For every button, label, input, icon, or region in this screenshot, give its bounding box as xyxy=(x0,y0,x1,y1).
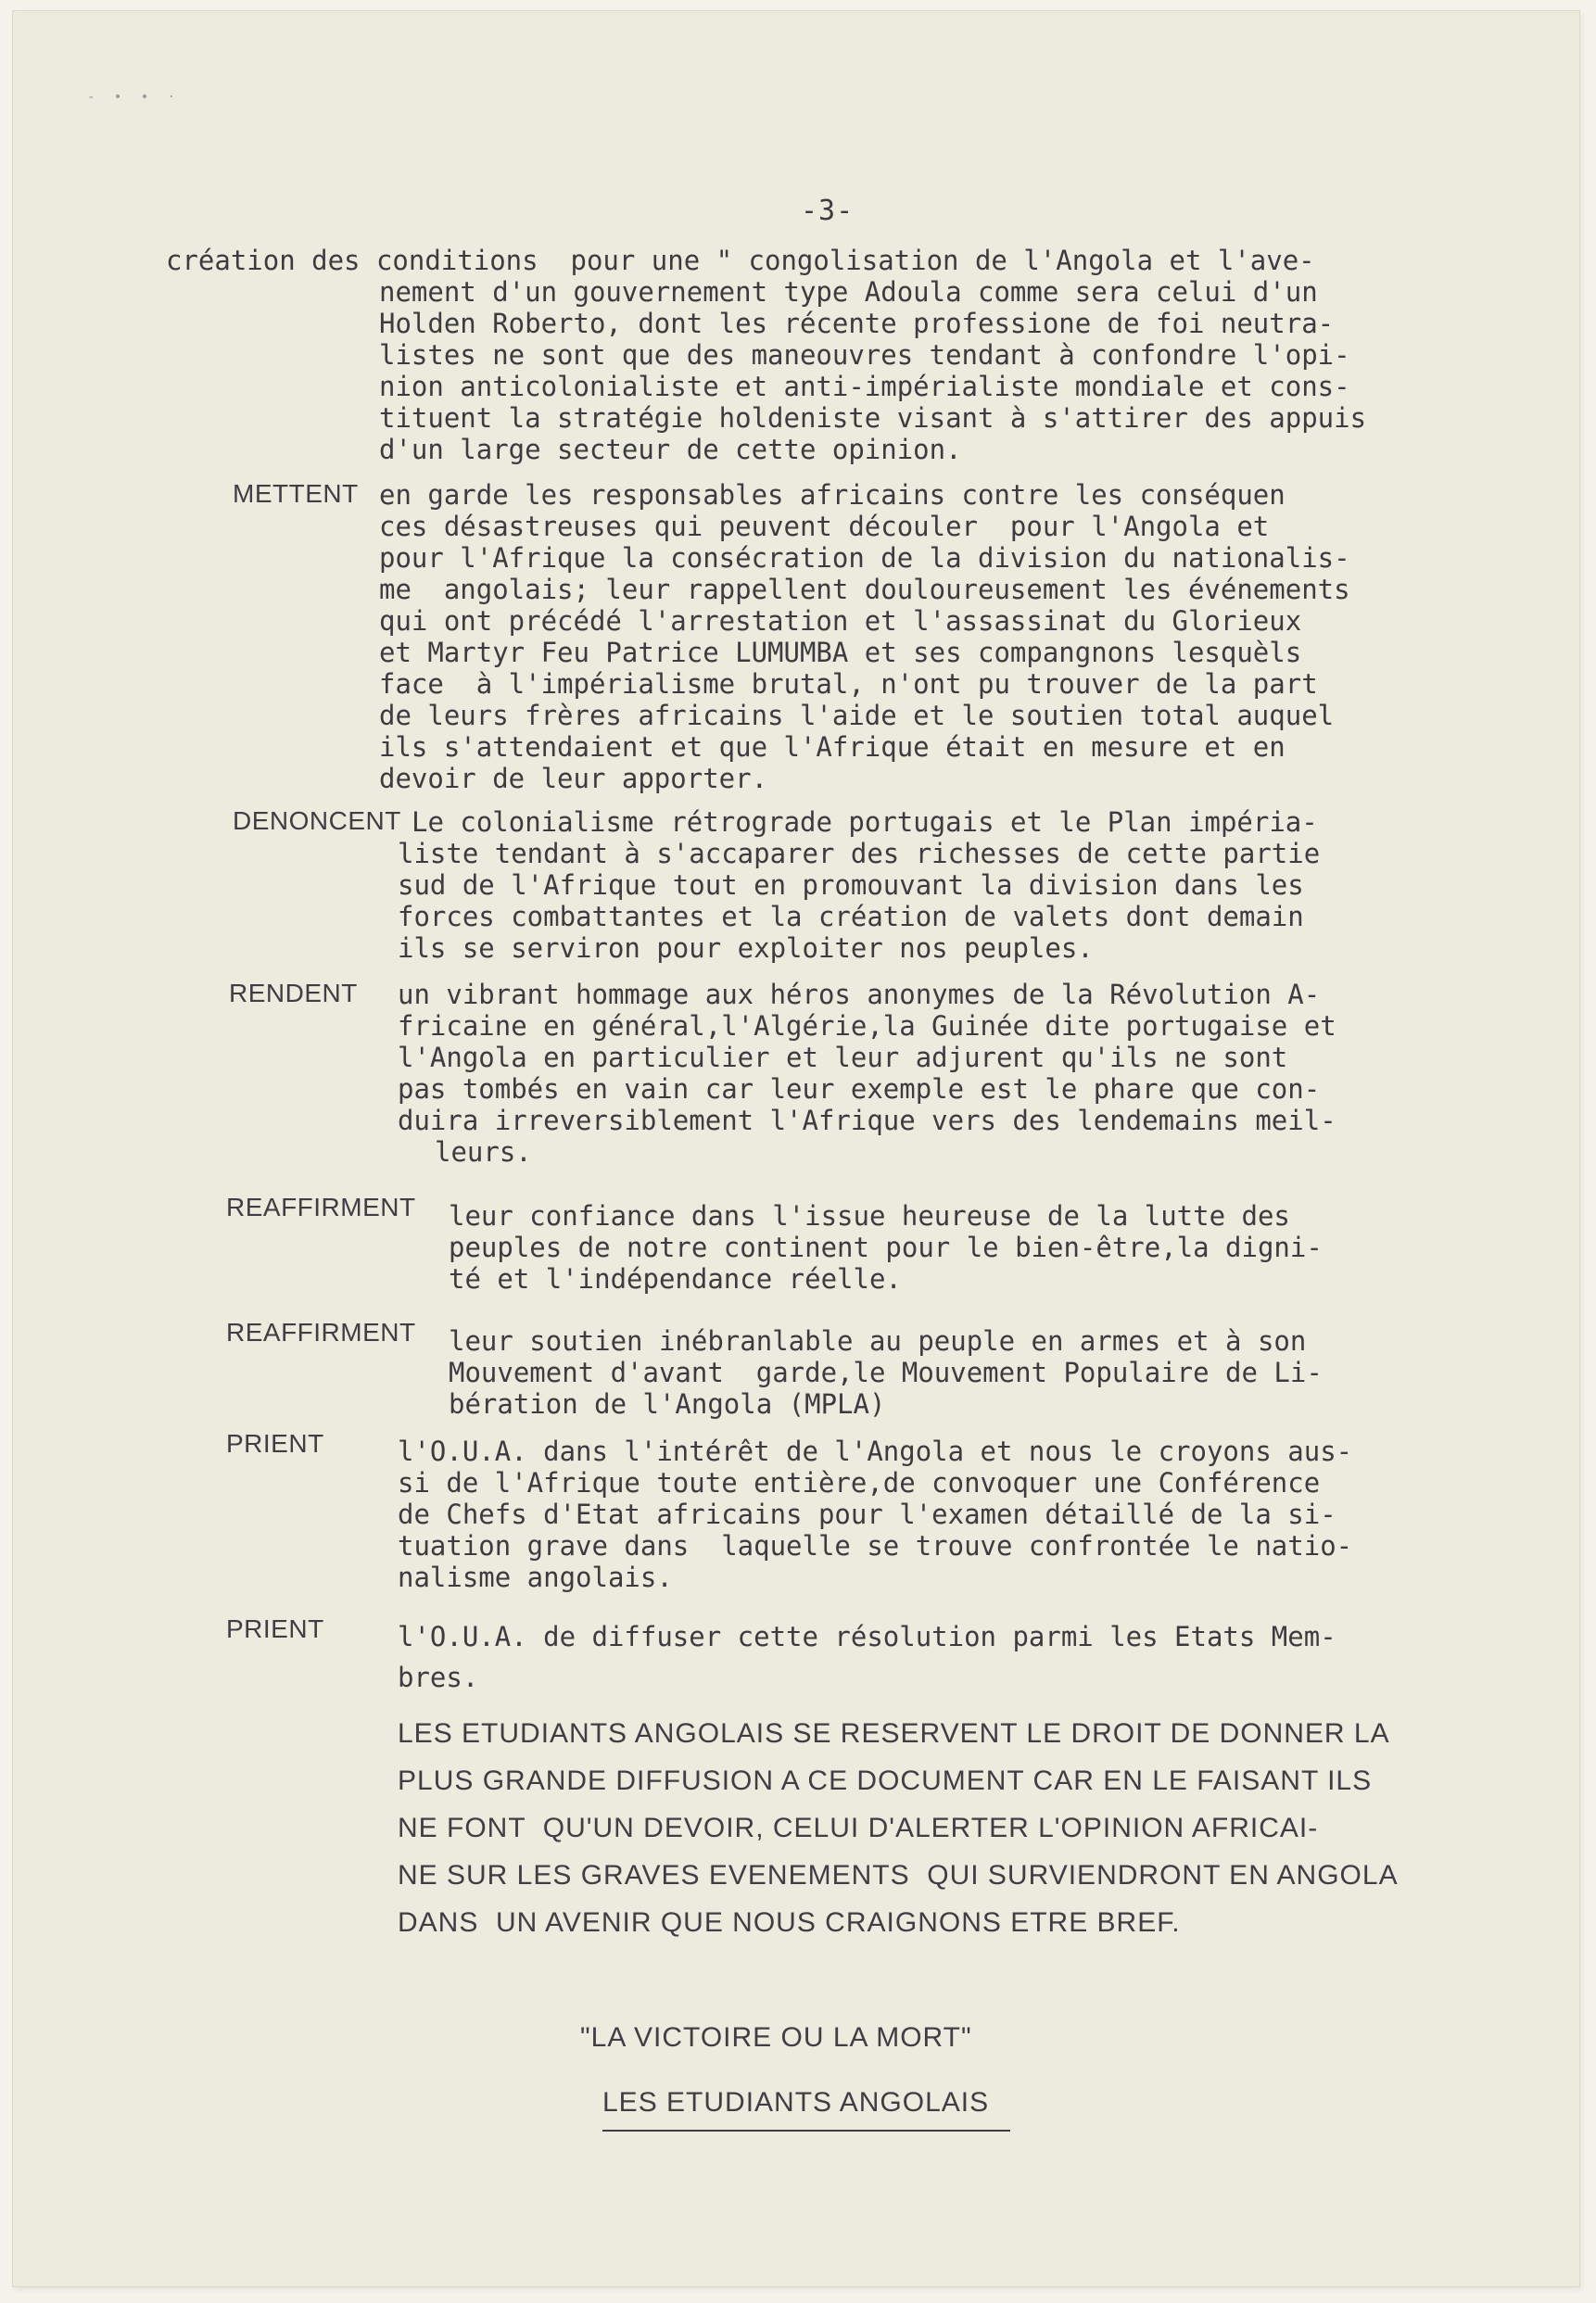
paragraph-line: tuation grave dans laquelle se trouve confrontée le natio- xyxy=(398,1530,1353,1562)
paragraph-line: sud de l'Afrique tout en promouvant la division dans les xyxy=(398,869,1304,901)
closing-line: DANS UN AVENIR QUE NOUS CRAIGNONS ETRE BREF. xyxy=(398,1907,1181,1938)
paragraph-line: leur confiance dans l'issue heureuse de la lutte des xyxy=(449,1200,1290,1232)
closing-line: NE SUR LES GRAVES EVENEMENTS QUI SURVIENDRONT EN ANGOLA xyxy=(398,1860,1399,1891)
opening-line: création des conditions pour une " congolisation de l'Angola et l'ave- xyxy=(166,245,1315,276)
paragraph-line: l'O.U.A. dans l'intérêt de l'Angola et nous le croyons aus- xyxy=(398,1436,1353,1467)
closing-line: LES ETUDIANTS ANGOLAIS SE RESERVENT LE DROIT DE DONNER LA xyxy=(398,1718,1390,1749)
paragraph-line: ils s'attendaient et que l'Afrique était en mesure et en xyxy=(379,731,1286,763)
paragraph-line: Mouvement d'avant garde,le Mouvement Populaire de Li- xyxy=(449,1357,1323,1388)
paragraph-line: et Martyr Feu Patrice LUMUMBA et ses compangnons lesquèls xyxy=(379,637,1302,668)
paragraph-line: pour l'Afrique la consécration de la division du nationalis- xyxy=(379,542,1350,574)
paragraph-line: de leurs frères africains l'aide et le soutien total auquel xyxy=(379,700,1335,731)
paragraph-line: ils se serviron pour exploiter nos peuples. xyxy=(398,932,1094,964)
opening-line: nion anticolonialiste et anti-impérialiste mondiale et cons- xyxy=(379,371,1350,402)
paragraph-line: ces désastreuses qui peuvent découler pour l'Angola et xyxy=(379,511,1270,542)
paragraph-label: REAFFIRMENT xyxy=(226,1318,416,1347)
page-number: -3- xyxy=(801,195,855,227)
paragraph-line: l'O.U.A. de diffuser cette résolution parmi les Etats Mem- xyxy=(398,1621,1336,1652)
paragraph-line: leurs. xyxy=(435,1136,532,1168)
paragraph-line: leur soutien inébranlable au peuple en armes et à son xyxy=(449,1325,1307,1357)
opening-line: listes ne sont que des maneouvres tendant à confondre l'opi- xyxy=(379,339,1350,371)
paragraph-line: pas tombés en vain car leur exemple est le phare que con- xyxy=(398,1073,1321,1105)
closing-line: PLUS GRANDE DIFFUSION A CE DOCUMENT CAR EN LE FAISANT ILS xyxy=(398,1765,1373,1796)
paragraph-line: Le colonialisme rétrograde portugais et le Plan impéria- xyxy=(412,806,1318,838)
paragraph-label: PRIENT xyxy=(226,1429,324,1458)
paragraph-line: un vibrant hommage aux héros anonymes de la Révolution A- xyxy=(398,979,1321,1010)
ink-smudge: - • • · xyxy=(87,90,182,105)
paragraph-line: té et l'indépendance réelle. xyxy=(449,1263,902,1295)
paragraph-line: face à l'impérialisme brutal, n'ont pu trouver de la part xyxy=(379,668,1318,700)
paragraph-line: bération de l'Angola (MPLA) xyxy=(449,1388,886,1420)
paragraph-line: si de l'Afrique toute entière,de convoquer une Conférence xyxy=(398,1467,1321,1499)
paragraph-line: me angolais; leur rappellent douloureusement les événements xyxy=(379,574,1350,605)
paragraph-line: devoir de leur apporter. xyxy=(379,763,768,794)
motto: "LA VICTOIRE OU LA MORT" xyxy=(580,2022,972,2053)
closing-line: NE FONT QU'UN DEVOIR, CELUI D'ALERTER L'OPINION AFRICAI- xyxy=(398,1813,1319,1843)
paragraph-line: duira irreversiblement l'Afrique vers des lendemains meil- xyxy=(398,1105,1336,1136)
paragraph-line: peuples de notre continent pour le bien-être,la digni- xyxy=(449,1232,1323,1263)
paragraph-label: DENONCENT xyxy=(233,806,401,835)
paragraph-line: liste tendant à s'accaparer des richesses de cette partie xyxy=(398,838,1321,869)
paragraph-label: METTENT xyxy=(233,479,359,508)
opening-line: tituent la stratégie holdeniste visant à s'attirer des appuis xyxy=(379,402,1367,434)
signature-underline xyxy=(602,2130,1010,2132)
document-page xyxy=(13,11,1579,2286)
paragraph-label: RENDENT xyxy=(229,979,358,1007)
opening-line: Holden Roberto, dont les récente professione de foi neutra- xyxy=(379,308,1335,339)
opening-line: nement d'un gouvernement type Adoula comme sera celui d'un xyxy=(379,276,1318,308)
paragraph-line: l'Angola en particulier et leur adjurent qu'ils ne sont xyxy=(398,1042,1288,1073)
signature: LES ETUDIANTS ANGOLAIS xyxy=(602,2087,990,2118)
paragraph-label: REAFFIRMENT xyxy=(226,1193,416,1221)
paragraph-line: forces combattantes et la création de valets dont demain xyxy=(398,901,1304,932)
paragraph-line: nalisme angolais. xyxy=(398,1562,673,1593)
paragraph-label: PRIENT xyxy=(226,1614,324,1643)
paragraph-line: de Chefs d'Etat africains pour l'examen détaillé de la si- xyxy=(398,1499,1336,1530)
paragraph-line: en garde les responsables africains contre les conséquen xyxy=(379,479,1286,511)
paragraph-line: fricaine en général,l'Algérie,la Guinée dite portugaise et xyxy=(398,1010,1336,1042)
paragraph-line: qui ont précédé l'arrestation et l'assassinat du Glorieux xyxy=(379,605,1302,637)
paragraph-line: bres. xyxy=(398,1662,479,1693)
opening-line: d'un large secteur de cette opinion. xyxy=(379,434,962,465)
